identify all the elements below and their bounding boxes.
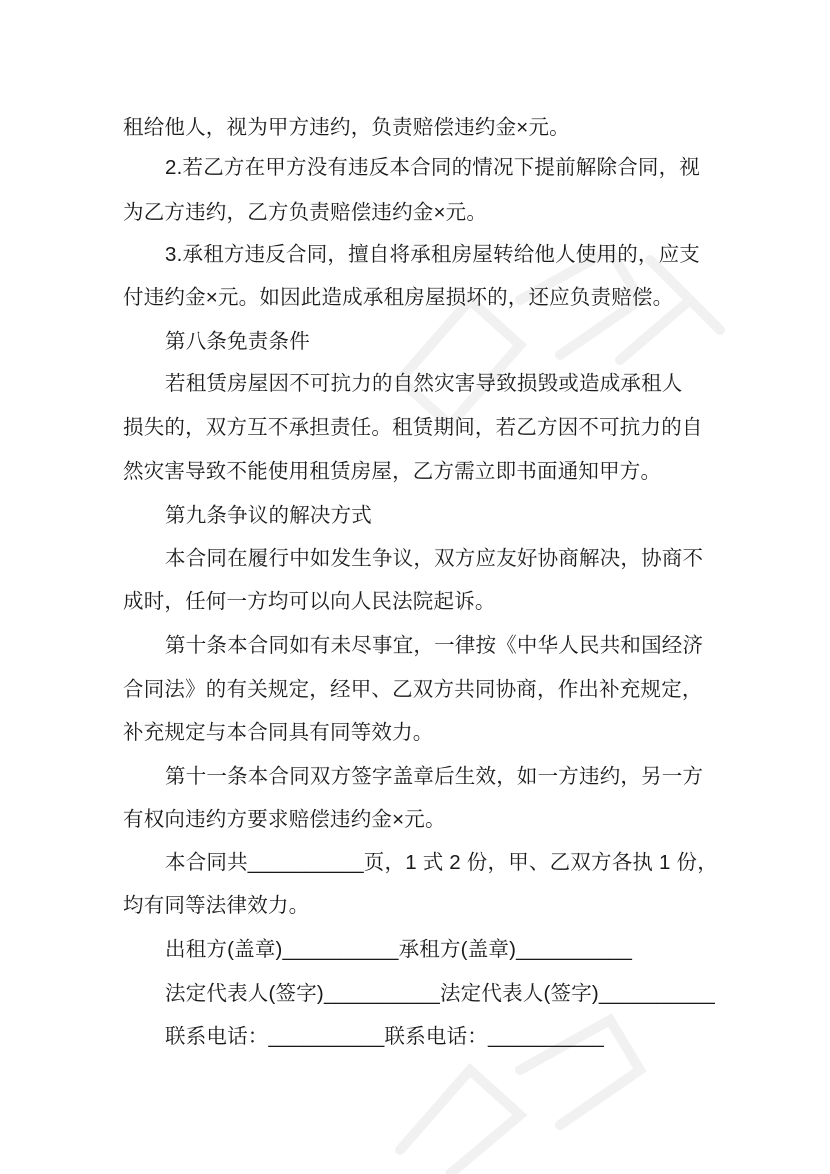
text-line: 均有同等法律效力。 [123,894,310,917]
section-heading: 第八条免责条件 [165,330,310,353]
section-heading: 第九条争议的解决方式 [165,504,372,527]
text-line: 租给他人，视为甲方违约，负责赔偿违约金×元。 [123,116,570,139]
text-line: 损失的，双方互不承担责任。租赁期间，若乙方因不可抗力的自 [123,416,703,439]
text-line: 第十条本合同如有未尽事宜，一律按《中华人民共和国经济 [165,634,704,657]
text-line: 合同法》的有关规定，经甲、乙双方共同协商，作出补充规定， [123,678,703,701]
contact-line: 联系电话：__________联系电话：__________ [165,1025,605,1048]
text-line: 第十一条本合同双方签字盖章后生效，如一方违约，另一方 [165,765,704,788]
text-line: 本合同在履行中如发生争议，双方应友好协商解决，协商不 [165,547,704,570]
text-line: 3.承租方违反合同，擅自将承租房屋转给他人使用的，应支 [165,243,700,266]
text-line: 本合同共__________页，1 式 2 份，甲、乙双方各执 1 份， [165,851,718,874]
text-line: 2.若乙方在甲方没有违反本合同的情况下提前解除合同，视 [165,156,700,179]
text-line: 有权向违约方要求赔偿违约金×元。 [123,808,446,831]
text-line: 付违约金×元。如因此造成承租房屋损坏的，还应负责赔偿。 [123,286,674,309]
text-line: 若租赁房屋因不可抗力的自然灾害导致损毁或造成承租人 [165,372,683,395]
signature-line: 出租方(盖章)__________承租方(盖章)__________ [165,938,633,961]
text-line: 补充规定与本合同具有同等效力。 [123,721,434,744]
text-line: 然灾害导致不能使用租赁房屋，乙方需立即书面通知甲方。 [123,460,662,483]
text-line: 为乙方违约，乙方负责赔偿违约金×元。 [123,201,488,224]
text-line: 成时，任何一方均可以向人民法院起诉。 [123,590,496,613]
signature-line: 法定代表人(签字)__________法定代表人(签字)__________ [165,982,715,1005]
